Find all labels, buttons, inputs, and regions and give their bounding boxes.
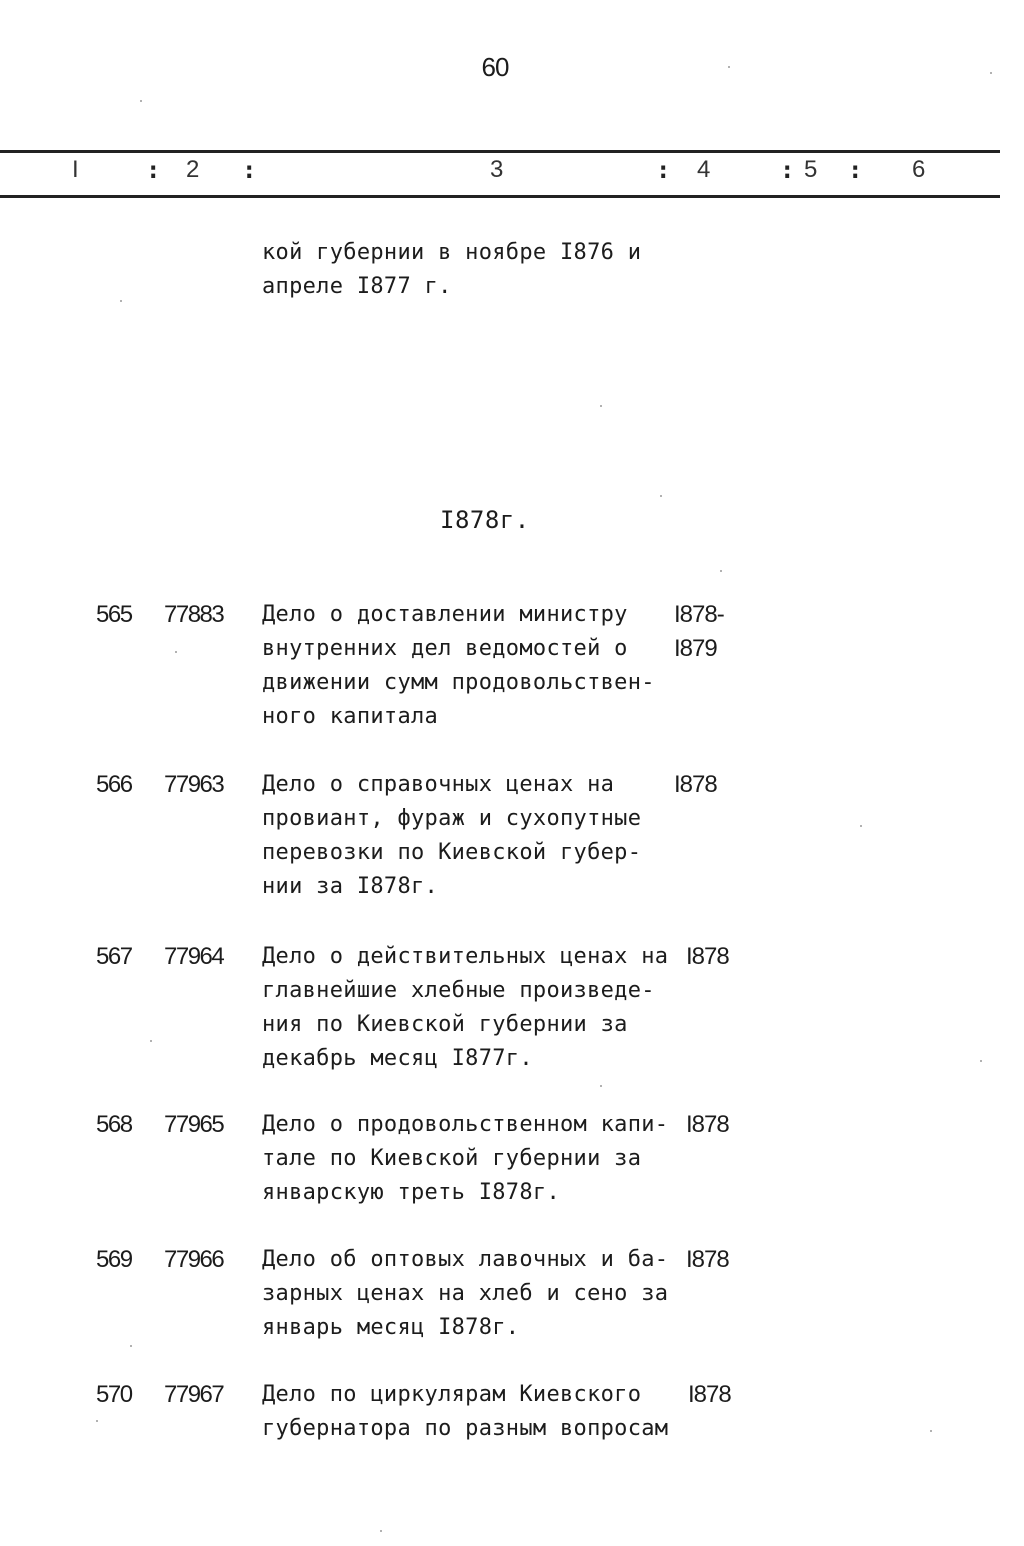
archive-number: 77964 xyxy=(164,943,224,970)
description-line: Дело о справочных ценах на xyxy=(262,772,615,797)
column-separator: : xyxy=(146,156,161,184)
entry-dates xyxy=(674,768,717,802)
column-separator: : xyxy=(780,156,795,184)
entry-number: 569 xyxy=(96,1246,132,1273)
entry-number: 570 xyxy=(96,1381,132,1408)
description-line: внутренних дел ведомостей о xyxy=(262,636,628,661)
entry-dates xyxy=(686,1243,729,1277)
entry-description xyxy=(262,1378,682,1446)
archive-number: 77967 xyxy=(164,1381,224,1408)
date-line: I878 xyxy=(688,1381,731,1408)
description-line: движении сумм продовольствен- xyxy=(262,670,655,695)
description-line: нии за I878г. xyxy=(262,874,439,899)
description-line: ного капитала xyxy=(262,704,439,729)
column-separator: : xyxy=(242,156,257,184)
description-line: Дело по циркулярам Киевского xyxy=(262,1382,642,1407)
entry-number: 565 xyxy=(96,601,132,628)
date-line: I878 xyxy=(686,943,729,970)
scan-speck xyxy=(990,72,992,74)
header-top-rule xyxy=(0,150,1000,153)
scan-speck xyxy=(980,1060,982,1062)
description-line: главнейшие хлебные произведе- xyxy=(262,978,655,1003)
scan-speck xyxy=(660,495,662,497)
scan-speck xyxy=(140,100,142,102)
description-line: ния по Киевской губернии за xyxy=(262,1012,628,1037)
section-year-heading: I878г. xyxy=(440,506,530,534)
scan-speck xyxy=(120,300,122,302)
description-line: губернатора по разным вопросам xyxy=(262,1416,669,1441)
scan-speck xyxy=(930,1430,932,1432)
description-line: тале по Киевской губернии за xyxy=(262,1146,642,1171)
scan-speck xyxy=(600,1085,602,1087)
archive-number: 77883 xyxy=(164,601,224,628)
description-line: Дело об оптовых лавочных и ба- xyxy=(262,1247,669,1272)
entry-description xyxy=(262,598,682,734)
column-header-2: 2 xyxy=(186,156,200,183)
scan-speck xyxy=(380,1530,382,1532)
scan-speck xyxy=(720,570,722,572)
description-line: провиант, фураж и сухопутные xyxy=(262,806,642,831)
scan-speck xyxy=(96,1420,98,1422)
scan-speck xyxy=(600,405,602,407)
scan-speck xyxy=(860,825,862,827)
description-line: зарных ценах на хлеб и сено за xyxy=(262,1281,669,1306)
scan-speck xyxy=(728,66,730,68)
description-line: Дело о доставлении министру xyxy=(262,602,628,627)
archive-number: 77965 xyxy=(164,1111,224,1138)
entry-number: 567 xyxy=(96,943,132,970)
description-line: январскую треть I878г. xyxy=(262,1180,560,1205)
scan-speck xyxy=(150,1040,152,1042)
entry-description xyxy=(262,768,682,904)
previous-entry-continuation xyxy=(262,236,641,304)
description-line: Дело о действительных ценах на xyxy=(262,944,669,969)
column-header-1: I xyxy=(72,156,79,183)
header-bottom-rule xyxy=(0,195,1000,198)
archive-number: 77966 xyxy=(164,1246,224,1273)
entry-dates xyxy=(674,598,724,666)
date-line: I879 xyxy=(674,635,717,662)
continuation-line: кой губернии в ноябре I876 и xyxy=(262,240,642,265)
column-header-3: 3 xyxy=(490,156,504,183)
page-number: 60 xyxy=(481,52,509,82)
date-line: I878 xyxy=(674,771,717,798)
column-separator: : xyxy=(656,156,671,184)
column-separator: : xyxy=(848,156,863,184)
entry-dates xyxy=(686,1108,729,1142)
column-header-5: 5 xyxy=(804,156,818,183)
date-line: I878- xyxy=(674,601,724,628)
column-header-6: 6 xyxy=(912,156,926,183)
entry-description xyxy=(262,940,682,1076)
scan-speck xyxy=(130,1345,132,1347)
entry-description xyxy=(262,1108,682,1210)
continuation-line: апреле I877 г. xyxy=(262,274,452,299)
scan-speck xyxy=(175,651,177,653)
entry-dates xyxy=(688,1378,731,1412)
archive-number: 77963 xyxy=(164,771,224,798)
entry-dates xyxy=(686,940,729,974)
entry-description xyxy=(262,1243,682,1345)
entry-number: 566 xyxy=(96,771,132,798)
description-line: декабрь месяц I877г. xyxy=(262,1046,533,1071)
description-line: перевозки по Киевской губер- xyxy=(262,840,642,865)
date-line: I878 xyxy=(686,1246,729,1273)
description-line: январь месяц I878г. xyxy=(262,1315,520,1340)
date-line: I878 xyxy=(686,1111,729,1138)
description-line: Дело о продовольственном капи- xyxy=(262,1112,669,1137)
column-header-4: 4 xyxy=(697,156,711,183)
entry-number: 568 xyxy=(96,1111,132,1138)
